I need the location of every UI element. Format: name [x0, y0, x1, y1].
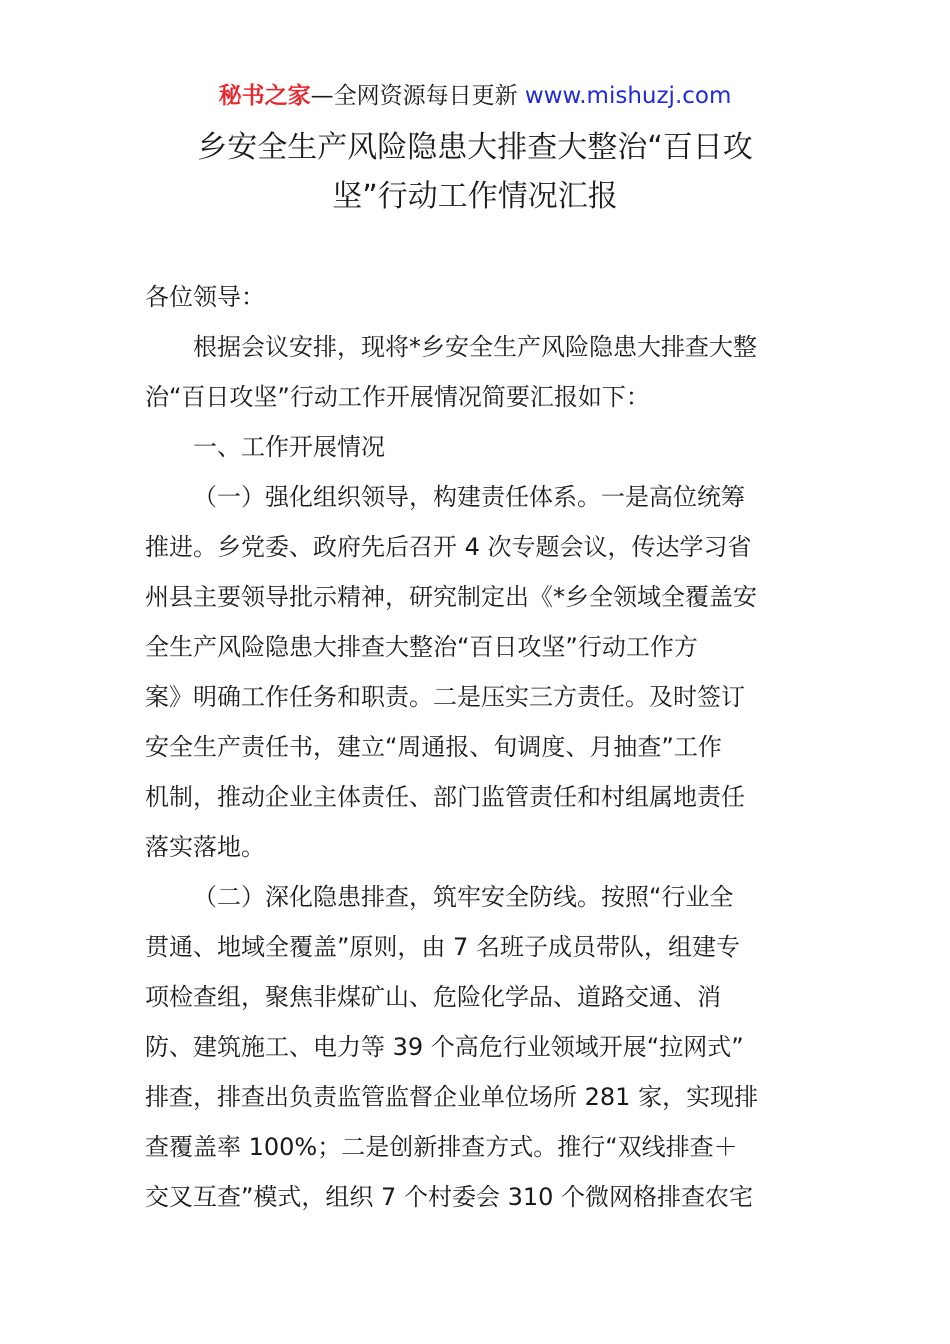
body-line: 贯通、地域全覆盖”原则，由 7 名班子成员带队，组建专 [145, 933, 740, 961]
site-url-link[interactable]: www.mishuzj.com [524, 83, 732, 109]
body-line: 案》明确工作任务和职责。二是压实三方责任。及时签订 [145, 683, 745, 711]
body-line: 州县主要领导批示精神，研究制定出《*乡全领域全覆盖安 [145, 583, 757, 611]
body-line: 全生产风险隐患大排查大整治“百日攻坚”行动工作方 [145, 633, 698, 661]
body-line: 安全生产责任书，建立“周通报、旬调度、月抽查”工作 [145, 733, 722, 761]
document-title-line-2: 坚”行动工作情况汇报 [332, 179, 618, 214]
body-line: 根据会议安排，现将*乡安全生产风险隐患大排查大整 [193, 333, 757, 361]
body-line: 排查，排查出负责监管监督企业单位场所 281 家，实现排 [145, 1083, 759, 1111]
body-line: （二）深化隐患排查，筑牢安全防线。按照“行业全 [193, 883, 734, 911]
banner-tagline: —全网资源每日更新 [310, 83, 525, 109]
body-line: （一）强化组织领导，构建责任体系。一是高位统筹 [193, 483, 745, 511]
body-line: 防、建筑施工、电力等 39 个高危行业领域开展“拉网式” [145, 1033, 744, 1061]
body-line: 推进。乡党委、政府先后召开 4 次专题会议，传达学习省 [145, 533, 752, 561]
body-line: 治“百日攻坚”行动工作开展情况简要汇报如下： [145, 383, 650, 411]
body-line: 项检查组，聚焦非煤矿山、危险化学品、道路交通、消 [145, 983, 721, 1011]
body-line: 交叉互查”模式，组织 7 个村委会 310 个微网格排查农宅 [145, 1183, 754, 1211]
document-title-line-1: 乡安全生产风险隐患大排查大整治“百日攻 [197, 130, 753, 165]
document-body [145, 272, 810, 1222]
brand-name: 秘书之家 [218, 83, 311, 109]
site-banner [0, 80, 950, 112]
body-line: 落实落地。 [145, 833, 265, 861]
body-line: 查覆盖率 100%；二是创新排查方式。推行“双线排查＋ [145, 1133, 738, 1161]
body-line: 机制，推动企业主体责任、部门监管责任和村组属地责任 [145, 783, 745, 811]
salutation: 各位领导： [145, 283, 265, 311]
section-heading: 一、工作开展情况 [193, 433, 385, 461]
